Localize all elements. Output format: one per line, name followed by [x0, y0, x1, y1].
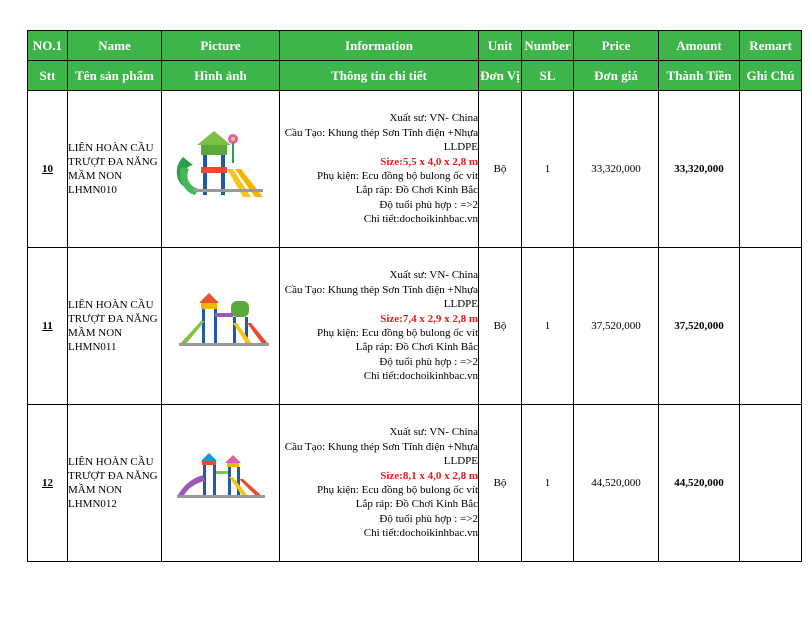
playground-slide-image: [171, 451, 271, 511]
product-picture: [162, 405, 280, 562]
col-header-hinh-anh: Hình ảnh: [162, 61, 280, 91]
col-header-don-gia: Đơn giá: [574, 61, 659, 91]
product-amount: 44,520,000: [659, 405, 740, 562]
product-price: 33,320,000: [574, 91, 659, 248]
col-header-thong-tin: Thông tin chi tiết: [280, 61, 479, 91]
col-header-name: Name: [68, 31, 162, 61]
playground-slide-image: [171, 127, 271, 207]
product-picture: [162, 91, 280, 248]
info-age: Độ tuổi phù hợp : =>2: [379, 355, 478, 368]
product-picture: [162, 248, 280, 405]
table-row: [28, 91, 802, 248]
col-header-no: NO.1: [28, 31, 68, 61]
table-row: [28, 248, 802, 405]
product-qty: 1: [522, 405, 574, 562]
info-origin: Xuất sư: VN- China: [389, 426, 478, 439]
info-detail: Chi tiết:dochoikinhbac.vn: [363, 370, 478, 383]
info-origin: Xuất sư: VN- China: [389, 112, 478, 125]
row-stt[interactable]: 11: [28, 248, 68, 405]
product-amount: 33,320,000: [659, 91, 740, 248]
info-size: Size:8,1 x 4,0 x 2,8 m: [380, 469, 478, 482]
info-install: Lắp ráp: Đồ Chơi Kinh Bắc: [355, 184, 478, 197]
col-header-sl: SL: [522, 61, 574, 91]
col-header-thanh-tien: Thành Tiền: [659, 61, 740, 91]
row-stt[interactable]: 12: [28, 405, 68, 562]
product-unit: Bộ: [479, 248, 522, 405]
product-price: 37,520,000: [574, 248, 659, 405]
product-amount: 37,520,000: [659, 248, 740, 405]
product-info: [280, 91, 479, 248]
col-header-stt: Stt: [28, 61, 68, 91]
playground-slide-image: [171, 289, 271, 359]
product-name: LIÊN HOÀN CẦU TRƯỢT ĐA NĂNG MẦM NON LHMN012: [68, 405, 162, 562]
info-origin: Xuất sư: VN- China: [389, 269, 478, 282]
info-size: Size:7,4 x 2,9 x 2,8 m: [380, 312, 478, 325]
product-note: [740, 248, 802, 405]
product-note: [740, 405, 802, 562]
product-name: LIÊN HOÀN CẦU TRƯỢT ĐA NĂNG MẦM NON LHMN010: [68, 91, 162, 248]
product-unit: Bộ: [479, 91, 522, 248]
info-install: Lắp ráp: Đồ Chơi Kinh Bắc: [355, 341, 478, 354]
col-header-number: Number: [522, 31, 574, 61]
header-row-vietnamese: [28, 61, 802, 91]
row-stt[interactable]: 10: [28, 91, 68, 248]
product-name: LIÊN HOÀN CẦU TRƯỢT ĐA NĂNG MẦM NON LHMN011: [68, 248, 162, 405]
col-header-picture: Picture: [162, 31, 280, 61]
info-age: Độ tuổi phù hợp : =>2: [379, 512, 478, 525]
col-header-information: Information: [280, 31, 479, 61]
info-age: Độ tuổi phù hợp : =>2: [379, 198, 478, 211]
col-header-remark: Remart: [740, 31, 802, 61]
product-info: [280, 405, 479, 562]
product-table: [27, 30, 802, 562]
product-unit: Bộ: [479, 405, 522, 562]
info-detail: Chi tiết:dochoikinhbac.vn: [363, 527, 478, 540]
info-install: Lắp ráp: Đồ Chơi Kinh Bắc: [355, 498, 478, 511]
info-structure: Cầu Tạo: Khung thép Sơn Tĩnh điện +Nhựa LLDPE: [284, 283, 478, 311]
col-header-don-vi: Đơn Vị: [479, 61, 522, 91]
product-price: 44,520,000: [574, 405, 659, 562]
info-detail: Chi tiết:dochoikinhbac.vn: [363, 213, 478, 226]
info-accessories: Phụ kiện: Ecu đồng bộ bulong ốc vít: [316, 484, 478, 496]
info-structure: Cầu Tạo: Khung thép Sơn Tĩnh điện +Nhựa LLDPE: [284, 126, 478, 154]
info-accessories: Phụ kiện: Ecu đồng bộ bulong ốc vít: [316, 327, 478, 339]
table-row: [28, 405, 802, 562]
info-size: Size:5,5 x 4,0 x 2,8 m: [380, 155, 478, 168]
product-qty: 1: [522, 248, 574, 405]
product-note: [740, 91, 802, 248]
col-header-amount: Amount: [659, 31, 740, 61]
col-header-unit: Unit: [479, 31, 522, 61]
col-header-price: Price: [574, 31, 659, 61]
info-structure: Cầu Tạo: Khung thép Sơn Tĩnh điện +Nhựa LLDPE: [284, 440, 478, 468]
col-header-ten-san-pham: Tên sản phẩm: [68, 61, 162, 91]
product-info: [280, 248, 479, 405]
info-accessories: Phụ kiện: Ecu đồng bộ bulong ốc vít: [316, 170, 478, 182]
col-header-ghi-chu: Ghi Chú: [740, 61, 802, 91]
header-row-english: [28, 31, 802, 61]
product-qty: 1: [522, 91, 574, 248]
